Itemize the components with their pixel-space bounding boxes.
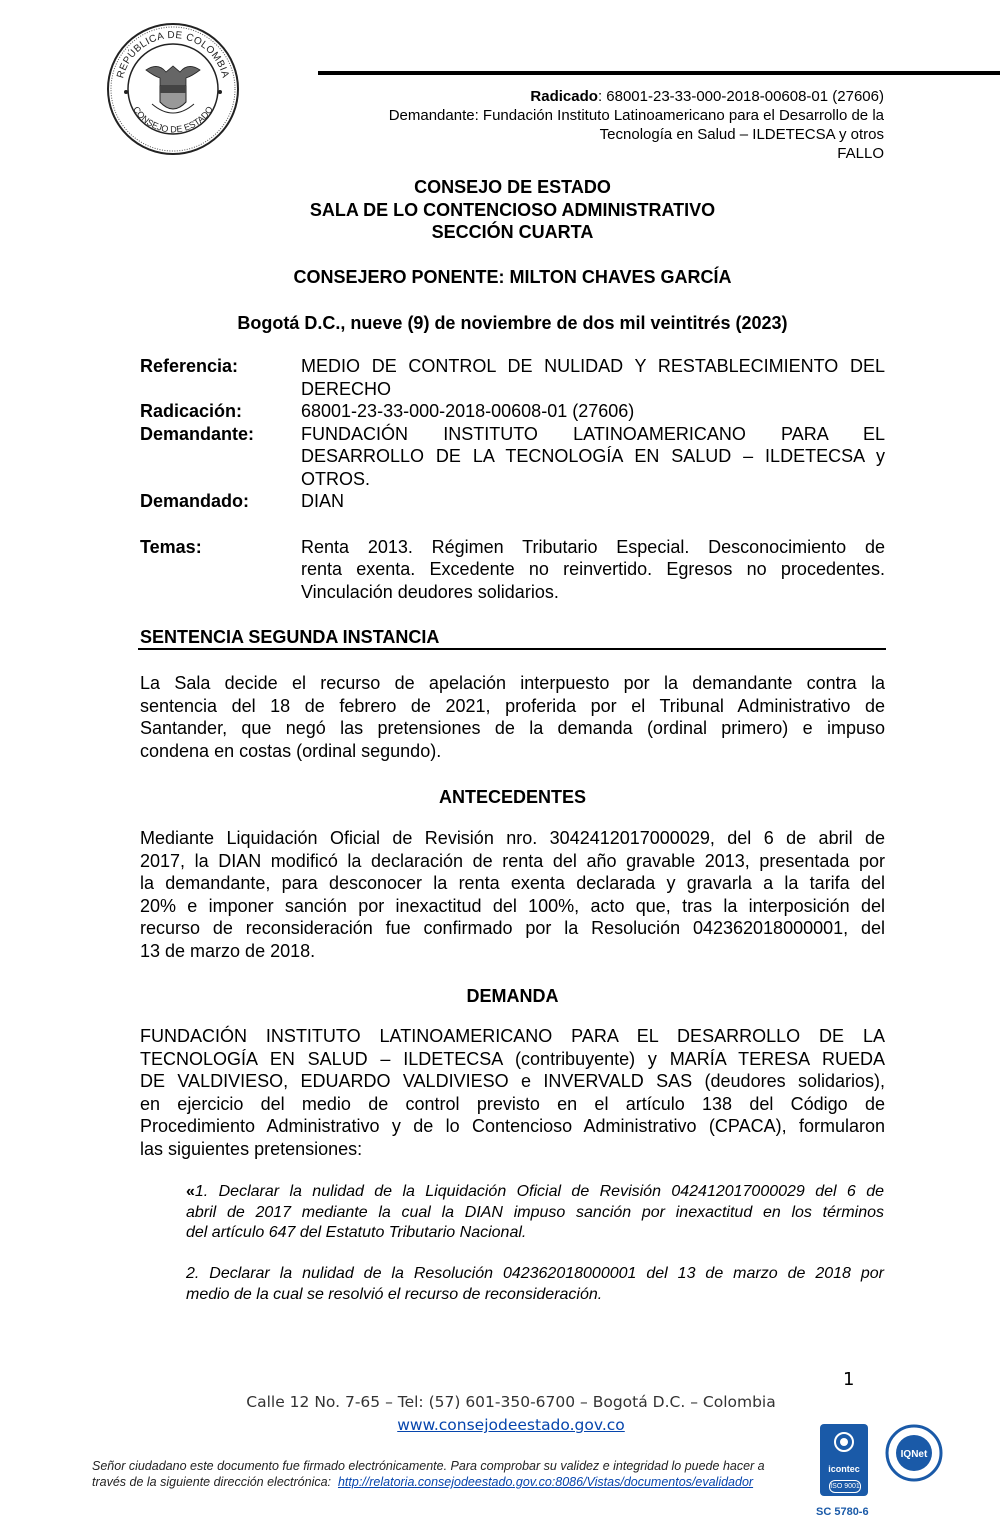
paragraph-line: 2017, la DIAN modificó la declaración de renta del año gravable 2013, presentada por bbox=[140, 850, 885, 871]
running-header bbox=[284, 87, 884, 163]
certification-code: SC 5780-6 bbox=[816, 1506, 869, 1518]
court-title: CONSEJO DE ESTADO bbox=[414, 177, 611, 197]
temas-label: Temas: bbox=[140, 536, 202, 557]
paragraph-line: en ejercicio del medio de control previsto en el artículo 138 del Código de bbox=[140, 1093, 885, 1114]
website-link[interactable]: www.consejodeestado.gov.co bbox=[397, 1416, 625, 1434]
paragraph-line: DE VALDIVIESO, EDUARDO VALDIVIESO e INVERVALD SAS (deudores solidarios), bbox=[140, 1071, 885, 1091]
notice-line: través de la siguiente dirección electrónica: bbox=[92, 1475, 332, 1489]
header-demandante: Demandante: Fundación Instituto Latinoamericano para el Desarrollo de la bbox=[388, 107, 884, 124]
sentencia-rule bbox=[138, 648, 886, 650]
pretension-2 bbox=[186, 1264, 884, 1305]
iqnet-badge bbox=[885, 1424, 943, 1482]
referencia-value-cont: DERECHO bbox=[301, 378, 392, 399]
demandante-row bbox=[140, 423, 885, 491]
section-title: SECCIÓN CUARTA bbox=[431, 222, 594, 242]
notice-line: Señor ciudadano este documento fue firmado electrónicamente. Para comprobar su validez e integridad lo puede hacer a bbox=[92, 1459, 765, 1473]
iqnet-label: IQNet bbox=[900, 1449, 928, 1460]
paragraph-line: FUNDACIÓN INSTITUTO LATINOAMERICANO PARA EL DESARROLLO DE LA bbox=[140, 1026, 885, 1046]
paragraph-line: sentencia del 18 de febrero de 2021, proferida por el Tribunal Administrativo de bbox=[140, 695, 885, 716]
quote-line: del artículo 647 del Estatuto Tributario Nacional. bbox=[186, 1224, 527, 1241]
paragraph-line: 20% e imponer sanción por inexactitud del 100%, acto que, tras la interposición del bbox=[140, 895, 885, 916]
quote-line: abril de 2017 mediante la cual la DIAN impuso sanción por inexactitud en los términos bbox=[186, 1203, 884, 1221]
svg-text:CONSEJO DE ESTADO: CONSEJO DE ESTADO bbox=[131, 104, 215, 135]
referencia-row bbox=[140, 355, 885, 400]
case-metadata bbox=[140, 355, 885, 603]
paragraph-line: La Sala decide el recurso de apelación interpuesto por la demandante contra la bbox=[140, 673, 885, 693]
referencia-label: Referencia: bbox=[140, 356, 239, 376]
demandante-label: Demandante: bbox=[140, 423, 255, 444]
quote-line: 1. Declarar la nulidad de la Liquidación Oficial de Revisión 042412017000029 del 6 de bbox=[194, 1183, 884, 1200]
chamber-title: SALA DE LO CONTENCIOSO ADMINISTRATIVO bbox=[309, 200, 716, 220]
header-fallo: FALLO bbox=[837, 145, 884, 162]
paragraph-line: TECNOLOGÍA EN SALUD – ILDETECSA (contribuyente) y MARÍA TERESA RUEDA bbox=[140, 1048, 885, 1069]
svg-text:REPÚBLICA DE COLOMBIA: REPÚBLICA DE COLOMBIA bbox=[115, 29, 231, 80]
paragraph-line: condena en costas (ordinal segundo). bbox=[140, 740, 442, 761]
radicacion-label: Radicación: bbox=[140, 401, 243, 421]
antecedentes-paragraph bbox=[140, 827, 885, 962]
header-rule bbox=[318, 71, 1000, 75]
antecedentes-heading: ANTECEDENTES bbox=[438, 787, 586, 807]
decision-date: Bogotá D.C., nueve (9) de noviembre de dos mil veintitrés (2023) bbox=[237, 313, 788, 333]
paragraph-line: recurso de reconsideración fue confirmado por la Resolución 042362018000001, del bbox=[140, 918, 885, 938]
validator-link[interactable]: http://relatoria.consejodeestado.gov.co:8086/Vistas/documentos/evalidador bbox=[337, 1475, 754, 1489]
open-quote-mark: « bbox=[186, 1183, 195, 1200]
consejo-de-estado-seal bbox=[106, 22, 240, 156]
temas-value: Renta 2013. Régimen Tributario Especial. Desconocimiento de bbox=[301, 536, 885, 557]
icontec-badge bbox=[820, 1424, 868, 1496]
demandante-value-end: OTROS. bbox=[301, 468, 371, 489]
referencia-value: MEDIO DE CONTROL DE NULIDAD Y RESTABLECIMIENTO DEL bbox=[301, 356, 885, 376]
footer-website-wrap bbox=[200, 1416, 822, 1434]
temas-row bbox=[140, 536, 885, 604]
temas-value-cont: renta exenta. Excedente no reinvertido. Egresos no procedentes. bbox=[301, 559, 885, 579]
demandado-label: Demandado: bbox=[140, 491, 250, 511]
header-demandante-cont: Tecnología en Salud – ILDETECSA y otros bbox=[599, 126, 884, 143]
icontec-label: icontec bbox=[828, 1464, 860, 1474]
sentencia-heading: SENTENCIA SEGUNDA INSTANCIA bbox=[140, 627, 440, 647]
paragraph-line: Procedimiento Administrativo y de lo Contencioso Administrativo (CPACA), formularon bbox=[140, 1116, 885, 1136]
sentencia-paragraph bbox=[140, 672, 885, 762]
e-signature-notice bbox=[92, 1458, 812, 1490]
page-number: 1 bbox=[843, 1369, 855, 1390]
quote-line: medio de la cual se resolvió el recurso de reconsideración. bbox=[186, 1285, 603, 1303]
radicado-value: : 68001-23-33-000-2018-00608-01 (27606) bbox=[597, 88, 884, 105]
radicacion-row bbox=[140, 400, 885, 423]
demanda-paragraph bbox=[140, 1025, 885, 1160]
paragraph-line: la demandante, para desconocer la renta exenta declarada y gravarla a la tarifa del bbox=[140, 873, 885, 893]
quote-line: 2. Declarar la nulidad de la Resolución 042362018000001 del 13 de marzo de 2018 por bbox=[186, 1265, 884, 1282]
radicado-label: Radicado bbox=[530, 88, 598, 105]
judge-title: CONSEJERO PONENTE: MILTON CHAVES GARCÍA bbox=[293, 267, 732, 287]
paragraph-line: 13 de marzo de 2018. bbox=[140, 940, 316, 961]
demandado-row bbox=[140, 490, 885, 513]
iso-label: ISO 9001 bbox=[829, 1480, 861, 1493]
demanda-heading: DEMANDA bbox=[466, 986, 559, 1006]
demandante-value-cont: DESARROLLO DE LA TECNOLOGÍA EN SALUD – ILDETECSA y bbox=[301, 446, 885, 466]
demandante-value: FUNDACIÓN INSTITUTO LATINOAMERICANO PARA EL bbox=[301, 423, 885, 444]
paragraph-line: las siguientes pretensiones: bbox=[140, 1138, 363, 1159]
demandado-value: DIAN bbox=[301, 491, 345, 511]
paragraph-line: Santander, que negó las pretensiones de la demanda (ordinal primero) e impuso bbox=[140, 718, 885, 738]
footer-address: Calle 12 No. 7-65 – Tel: (57) 601-350-6700 – Bogotá D.C. – Colombia bbox=[246, 1393, 776, 1411]
icontec-icon bbox=[832, 1430, 856, 1460]
temas-value-end: Vinculación deudores solidarios. bbox=[301, 581, 559, 602]
pretension-1 bbox=[186, 1182, 884, 1244]
paragraph-line: Mediante Liquidación Oficial de Revisión nro. 3042412017000029, del 6 de abril de bbox=[140, 828, 885, 848]
radicacion-value: 68001-23-33-000-2018-00608-01 (27606) bbox=[301, 401, 635, 421]
